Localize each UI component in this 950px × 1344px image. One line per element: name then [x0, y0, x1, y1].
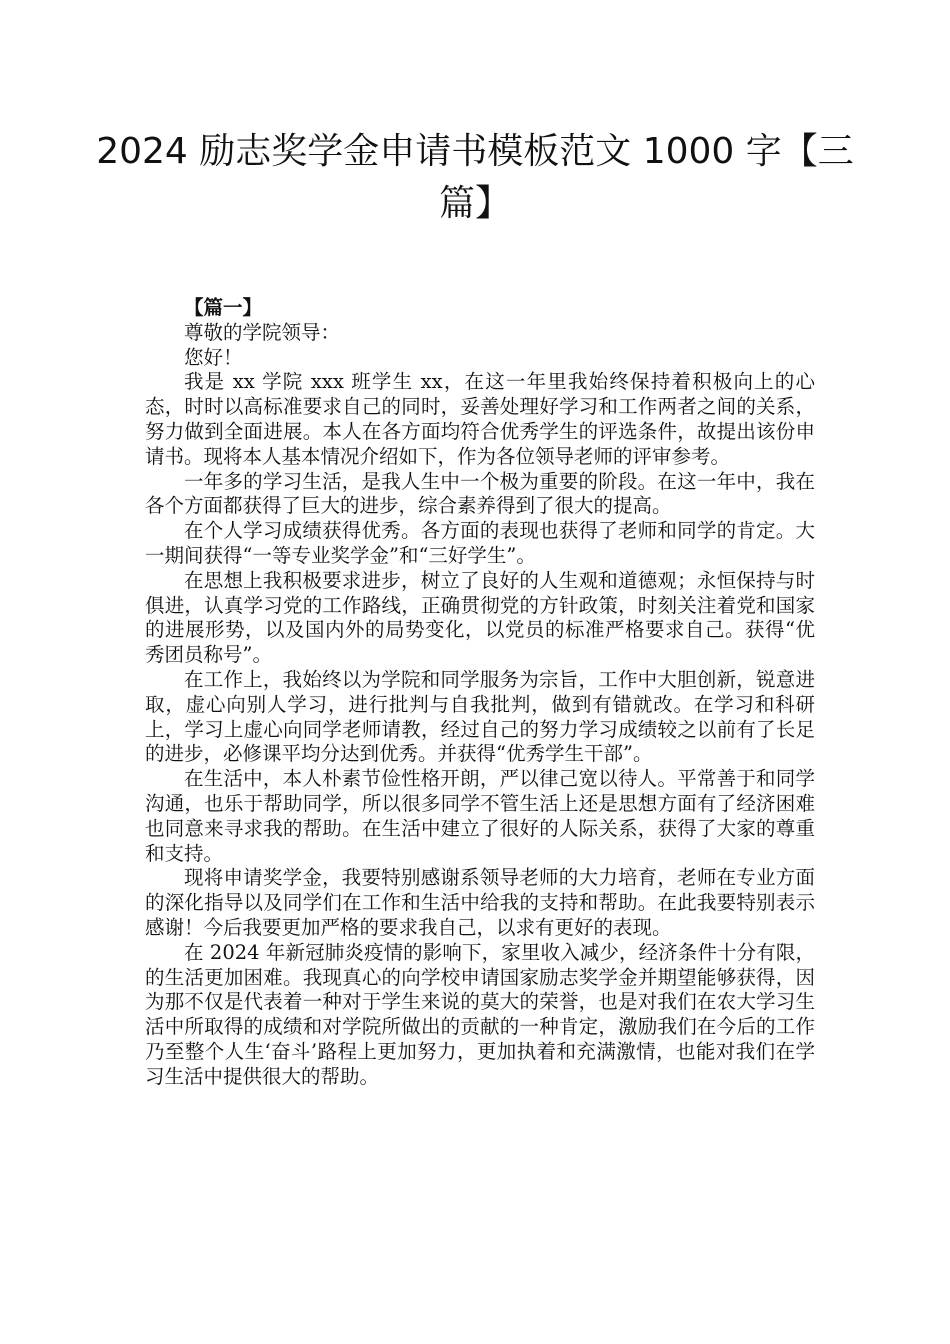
body-paragraph: 在思想上我积极要求进步，树立了良好的人生观和道德观；永恒保持与时俱进，认真学习党的工作路线，正确贯彻党的方针政策，时刻关注着党和国家的进展形势，以及国内外的局势变化，以党员的标准严格要求自己。获得“优秀团员称号”。: [145, 568, 815, 667]
body-paragraph: 在生活中，本人朴素节俭性格开朗，严以律己宽以待人。平常善于和同学沟通，也乐于帮助同学，所以很多同学不管生活上还是思想方面有了经济困难也同意来寻求我的帮助。在生活中建立了很好的人际关系，获得了大家的尊重和支持。: [145, 767, 815, 865]
document-title: 2024 励志奖学金申请书模板范文 1000 字【三篇】: [96, 131, 854, 224]
salutation: 尊敬的学院领导：: [184, 320, 341, 344]
greeting: 您好！: [184, 345, 243, 369]
body-paragraph: 现将申请奖学金，我要特别感谢系领导老师的大力培育，老师在专业方面的深化指导以及同学们在工作和生活中给我的支持和帮助。在此我要特别表示感谢！今后我要更加严格的要求我自己，以求有更好的表现。: [145, 866, 815, 939]
body-paragraph: 一年多的学习生活，是我人生中一个极为重要的阶段。在这一年中，我在各个方面都获得了巨大的进步，综合素养得到了很大的提高。: [145, 469, 815, 518]
section-label: 【篇一】: [184, 296, 263, 319]
body-paragraph: 在 2024 年新冠肺炎疫情的影响下，家里收入减少，经济条件十分有限，的生活更加困难。我现真心的向学校申请国家励志奖学金并期望能够获得，因为那不仅是代表着一种对于学生来说的莫大的荣誉，也是对我们在农大学习生活中所取得的成绩和对学院所做出的贡献的一种肯定，激励我们在今后的工作乃至整个人生‘奋斗’路程上更加努力，更加执着和充满激情，也能对我们在学习生活中提供很大的帮助。: [145, 940, 815, 1088]
body-paragraph: 在工作上，我始终以为学院和同学服务为宗旨，工作中大胆创新，锐意进取，虚心向别人学习，进行批判与自我批判，做到有错就改。在学习和科研上，学习上虚心向同学老师请教，经过自己的努力学习成绩较之以前有了长足的进步，必修课平均分达到优秀。并获得“优秀学生干部”。: [145, 667, 815, 766]
body-paragraph: 在个人学习成绩获得优秀。各方面的表现也获得了老师和同学的肯定。大一期间获得“一等专业奖学金”和“三好学生”。: [145, 519, 815, 567]
document-body: [145, 296, 815, 1090]
body-paragraph: 我是 xx 学院 xxx 班学生 xx，在这一年里我始终保持着积极向上的心态，时时以高标准要求自己的同时，妥善处理好学习和工作两者之间的关系，努力做到全面进展。本人在各方面均符合优秀学生的评选条件，故提出该份申请书。现将本人基本情况介绍如下，作为各位领导老师的评审参考。: [145, 370, 815, 468]
